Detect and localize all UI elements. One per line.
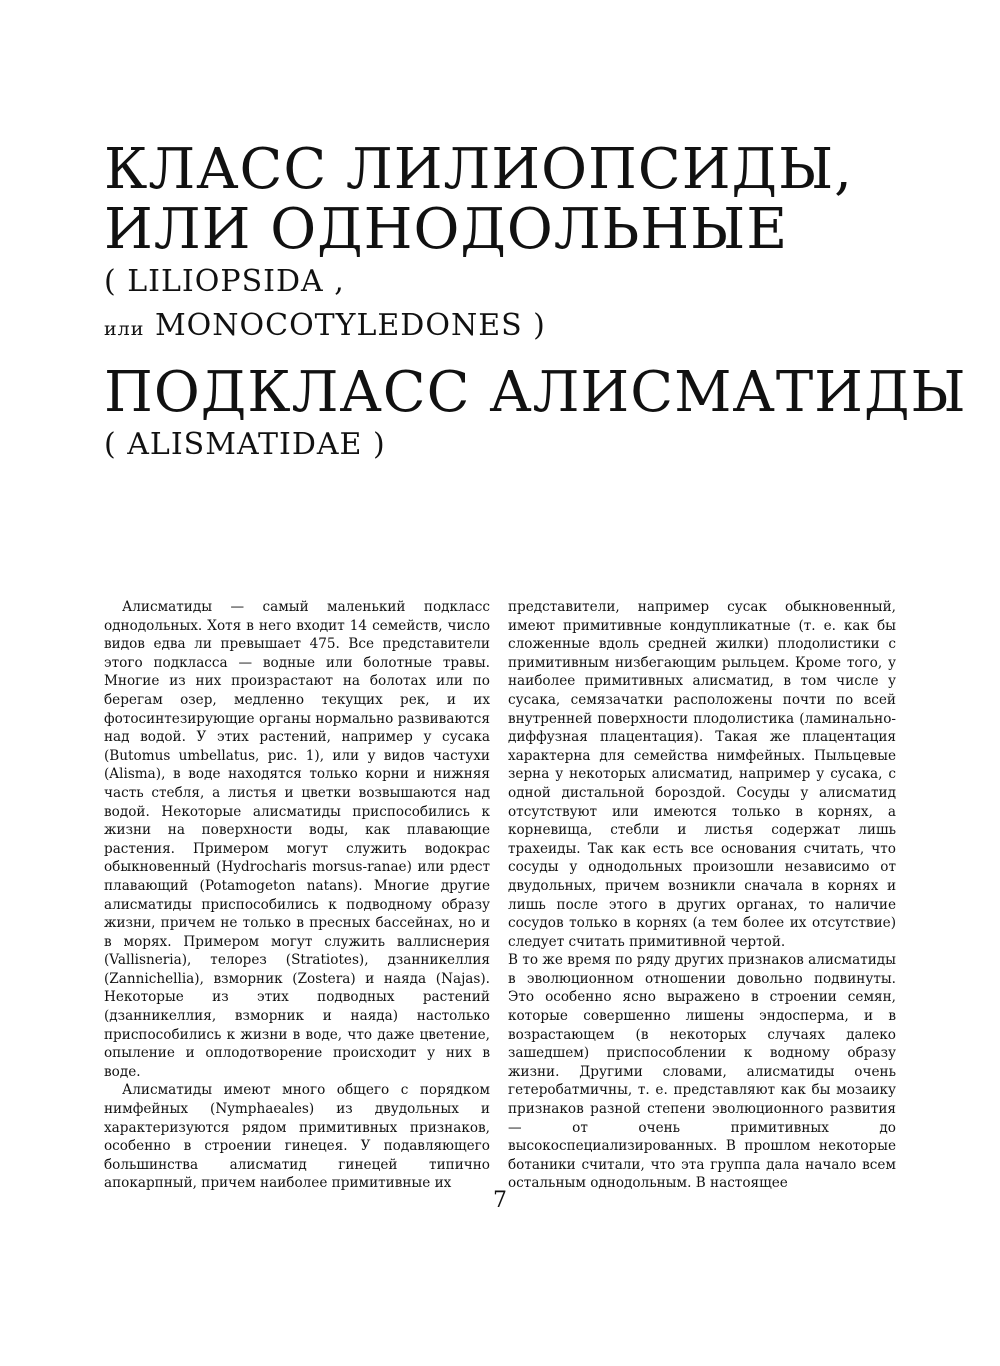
chapter-heading	[104, 137, 967, 467]
latin-name: MONOCOTYLEDONES )	[154, 308, 546, 343]
latin-or: или	[104, 318, 145, 340]
page-number: 7	[493, 1188, 507, 1213]
class-title-line2: ИЛИ ОДНОДОЛЬНЫЕ	[104, 197, 789, 262]
paragraph: Алисматиды имеют много общего с порядком нимфейных (Nymphaeales) из двудольных и характеризуются рядом примитивных признаков, особенно в строении гинецея. У подавляющего большинства алисматид гинецей типично апокарпный, причем наиболее примитивные их	[104, 1082, 490, 1192]
paragraph: представители, например сусак обыкновенный, имеют примитивные кондупликатные (т. е. как бы сложенные вдоль средней жилки) плодолистики с примитивным низбегающим рыльцем. Кроме того, у наиболее примитивных алисматид, в том числе у сусака, семязачатки расположены почти по всей внутренней поверхности плодолистика (ламинально-диффузная плацентация). Такая же плацентация характерна для семейства нимфейных. Пыльцевые зерна у некоторых алисматид, например у сусака, с одной дистальной бороздой. Сосуды у алисматид отсутствуют или имеются только в корнях, а корневища, стебли и листья содержат лишь трахеиды. Так как есть все основания считать, что сосуды у однодольных произошли независимо от двудольных, причем возникли сначала в корнях и лишь после этого в других органах, то наличие сосудов только в корнях (а тем более их отсутствие) следует считать примитивной чертой.	[508, 599, 896, 950]
class-latin-line2	[104, 304, 964, 351]
paragraph: В то же время по ряду других признаков алисматиды в эволюционном отношении довольно подвинуты. Это особенно ясно выражено в строении семян, которые совершенно лишены эндосперма, и в возрастающем (в некоторых случаях далеко зашедшем) приспособлении к водному образу жизни. Другими словами, алисматиды очень гетеробатмичны, т. е. представляют как бы мозаику признаков разной степени эволюционного развития — от очень примитивных до высокоспециализированных. В прошлом некоторые ботаники считали, что эта группа дала начало всем остальным однодольным. В настоящее	[508, 952, 896, 1192]
subclass-title: ПОДКЛАСС АЛИСМАТИДЫ	[104, 360, 967, 425]
class-latin-line1: ( LILIOPSIDA ,	[104, 264, 345, 299]
text-column-left	[104, 598, 490, 1193]
text-column-right	[508, 598, 896, 1193]
paragraph: Алисматиды — самый маленький подкласс однодольных. Хотя в него входит 14 семейств, число видов едва ли превышает 475. Все представители этого подкласса — водные или болотные травы. Многие из них произрастают на болотах или по берегам озер, медленно текущих рек, и их фотосинтезирующие органы нормально развиваются над водой. У этих растений, например у сусака (Butomus umbellatus, рис. 1), или у видов частухи (Alisma), в воде находятся только корни и нижняя часть стебля, а листья и цветки возвышаются над водой. Некоторые алисматиды приспособились к жизни на поверхности воды, как плавающие растения. Примером могут служить водокрас обыкновенный (Hydrocharis morsus-ranae) или рдест плавающий (Potamogeton natans). Многие другие алисматиды приспособились к подводному образу жизни, причем не только в пресных бассейнах, но и в морях. Примером могут служить валлиснерия (Vallisneria), телорез (Stratiotes), дзанникеллия (Zannichellia), взморник (Zostera) и наяда (Najas). Некоторые из этих подводных растений (дзанникеллия, взморник и наяда) настолько приспособились к жизни в воде, что даже цветение, опыление и оплодотворение происходит у них в воде.	[104, 599, 490, 1080]
class-title-line1: КЛАСС ЛИЛИОПСИДЫ,	[104, 137, 853, 202]
subclass-latin: ( ALISMATIDAE )	[104, 427, 386, 462]
